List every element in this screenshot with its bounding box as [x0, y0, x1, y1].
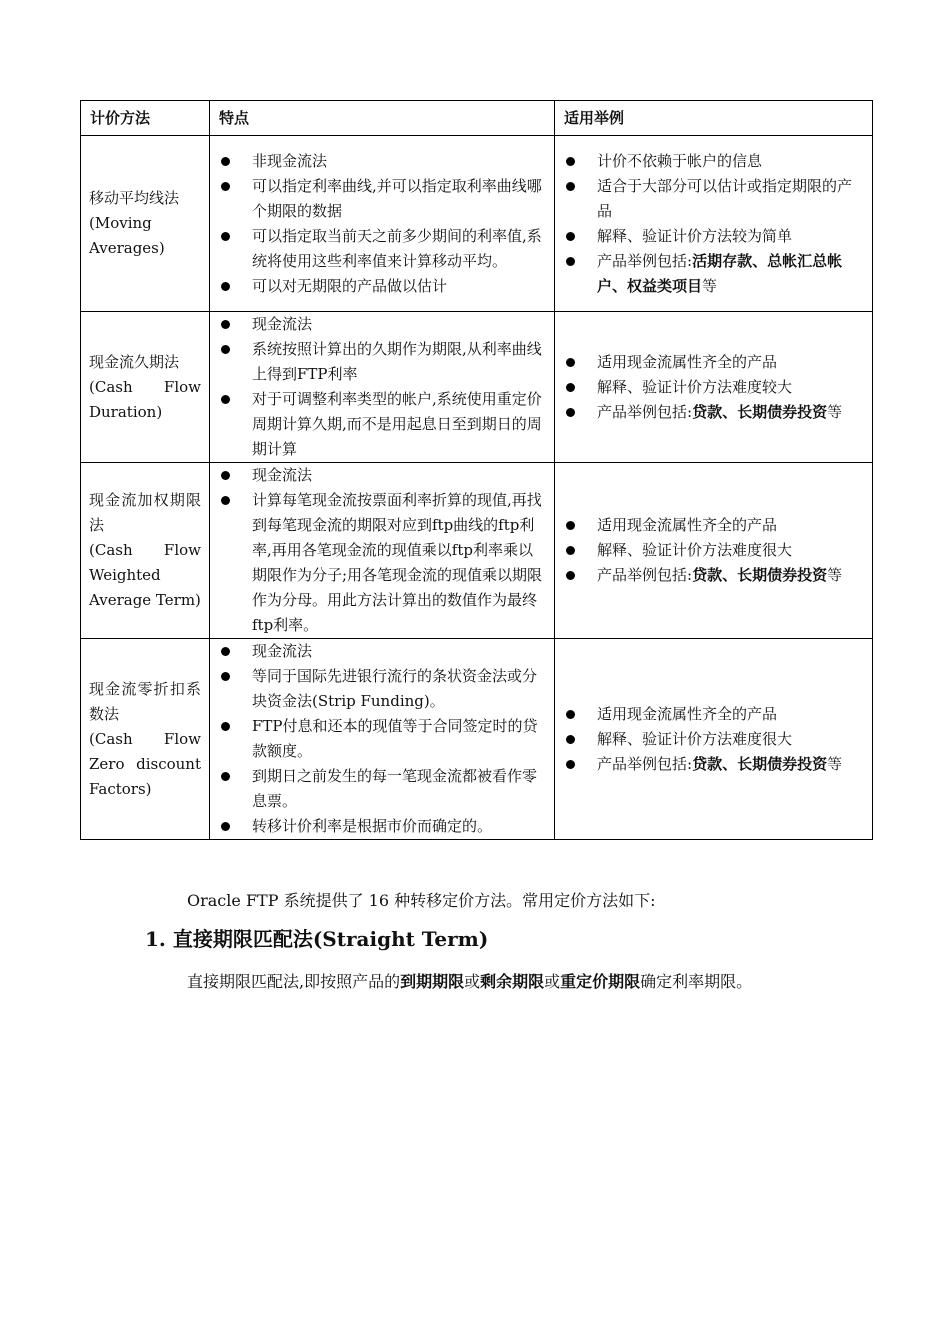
example-prefix: 产品举例包括: — [597, 754, 693, 773]
feature-item: FTP付息和还本的现值等于合同签定时的贷款额度。 — [218, 714, 546, 764]
example-suffix: 等 — [827, 402, 843, 421]
feature-item: 系统按照计算出的久期作为期限,从利率曲线上得到FTP利率 — [218, 337, 546, 387]
feature-item: 非现金流法 — [218, 149, 546, 174]
method-name-cell — [81, 463, 210, 639]
example-item: 解释、验证计价方法难度很大 — [563, 538, 864, 563]
section-heading: 1. 直接期限匹配法(Straight Term) — [145, 927, 489, 951]
features-cell — [210, 463, 555, 639]
example-item: 适用现金流属性齐全的产品 — [563, 513, 864, 538]
features-cell — [210, 312, 555, 463]
method-name-en: (Cash Flow Weighted Average Term) — [89, 541, 201, 609]
features-cell — [210, 639, 555, 840]
examples-cell — [555, 312, 873, 463]
example-item: 解释、验证计价方法较为简单 — [563, 224, 864, 249]
example-prefix: 产品举例包括: — [597, 566, 693, 584]
example-item: 适合于大部分可以估计或指定期限的产品 — [563, 174, 864, 224]
feature-item: 可以对无期限的产品做以估计 — [218, 274, 546, 299]
example-products: 活期存款、总帐汇总帐户、权益类项目 — [597, 251, 843, 295]
body-text: 确定利率期限。 — [640, 972, 753, 991]
body-text: 或 — [544, 972, 561, 991]
feature-item: 对于可调整利率类型的帐户,系统使用重定价周期计算久期,而不是用起息日至到期日的周期计算 — [218, 387, 546, 462]
method-name-cell — [81, 136, 210, 312]
example-item — [563, 400, 864, 425]
feature-item: 可以指定取当前天之前多少期间的利率值,系统将使用这些利率值来计算移动平均。 — [218, 224, 546, 274]
header-features: 特点 — [210, 101, 555, 136]
example-prefix: 产品举例包括: — [597, 402, 693, 421]
method-name-en: (Moving Averages) — [89, 214, 165, 257]
body-text: 直接期限匹配法,即按照产品的 — [187, 972, 401, 991]
header-method: 计价方法 — [81, 101, 210, 136]
method-name-en: (Cash Flow Duration) — [89, 377, 201, 421]
example-prefix: 产品举例包括: — [597, 251, 693, 270]
feature-item: 等同于国际先进银行流行的条状资金法或分块资金法(Strip Funding)。 — [218, 664, 546, 714]
table-row — [81, 312, 873, 463]
example-products: 贷款、长期债券投资 — [692, 402, 828, 421]
example-products: 贷款、长期债券投资 — [692, 754, 828, 773]
method-name-cell — [81, 639, 210, 840]
feature-item: 到期日之前发生的每一笔现金流都被看作零息票。 — [218, 764, 546, 814]
body-bold-term: 剩余期限 — [480, 972, 545, 991]
example-item: 适用现金流属性齐全的产品 — [563, 702, 864, 727]
table-row — [81, 136, 873, 312]
example-suffix: 等 — [827, 754, 843, 773]
feature-item: 转移计价利率是根据市价而确定的。 — [218, 814, 546, 839]
feature-item: 计算每笔现金流按票面利率折算的现值,再找到每笔现金流的期限对应到ftp曲线的ftp利率,再用各笔现金流的现值乘以ftp利率乘以期限作为分子;用各笔现金流的现值乘以期限作为分母。用此方法计算出的数值作为最终ftp利率。 — [218, 488, 546, 638]
method-name-zh: 现金流零折扣系数法 — [89, 679, 201, 723]
examples-cell — [555, 639, 873, 840]
body-text: 或 — [464, 972, 481, 991]
examples-cell — [555, 136, 873, 312]
method-name-zh: 移动平均线法 — [89, 189, 180, 207]
example-suffix: 等 — [827, 566, 843, 584]
method-name-zh: 现金流久期法 — [89, 352, 180, 371]
body-bold-term: 重定价期限 — [560, 972, 641, 991]
example-item — [563, 752, 864, 777]
method-name-cell — [81, 312, 210, 463]
feature-item: 现金流法 — [218, 312, 546, 337]
feature-item: 现金流法 — [218, 463, 546, 488]
method-name-en: (Cash Flow Zero discount Factors) — [89, 729, 201, 798]
method-name-zh: 现金流加权期限法 — [89, 491, 201, 534]
feature-item: 现金流法 — [218, 639, 546, 664]
example-item: 解释、验证计价方法难度较大 — [563, 375, 864, 400]
example-products: 贷款、长期债券投资 — [692, 566, 828, 584]
example-item: 计价不依赖于帐户的信息 — [563, 149, 864, 174]
table-row — [81, 639, 873, 840]
body-paragraph — [145, 967, 815, 997]
example-item: 解释、验证计价方法难度很大 — [563, 727, 864, 752]
header-examples: 适用举例 — [555, 101, 873, 136]
pricing-methods-table — [80, 100, 873, 840]
table-header-row — [81, 101, 873, 136]
example-item — [563, 249, 864, 299]
examples-cell — [555, 463, 873, 639]
feature-item: 可以指定利率曲线,并可以指定取利率曲线哪个期限的数据 — [218, 174, 546, 224]
table-row — [81, 463, 873, 639]
body-bold-term: 到期期限 — [400, 972, 465, 991]
example-suffix: 等 — [702, 276, 718, 295]
features-cell — [210, 136, 555, 312]
example-item: 适用现金流属性齐全的产品 — [563, 350, 864, 375]
example-item — [563, 563, 864, 588]
intro-paragraph: Oracle FTP 系统提供了 16 种转移定价方法。常用定价方法如下: — [187, 891, 656, 910]
